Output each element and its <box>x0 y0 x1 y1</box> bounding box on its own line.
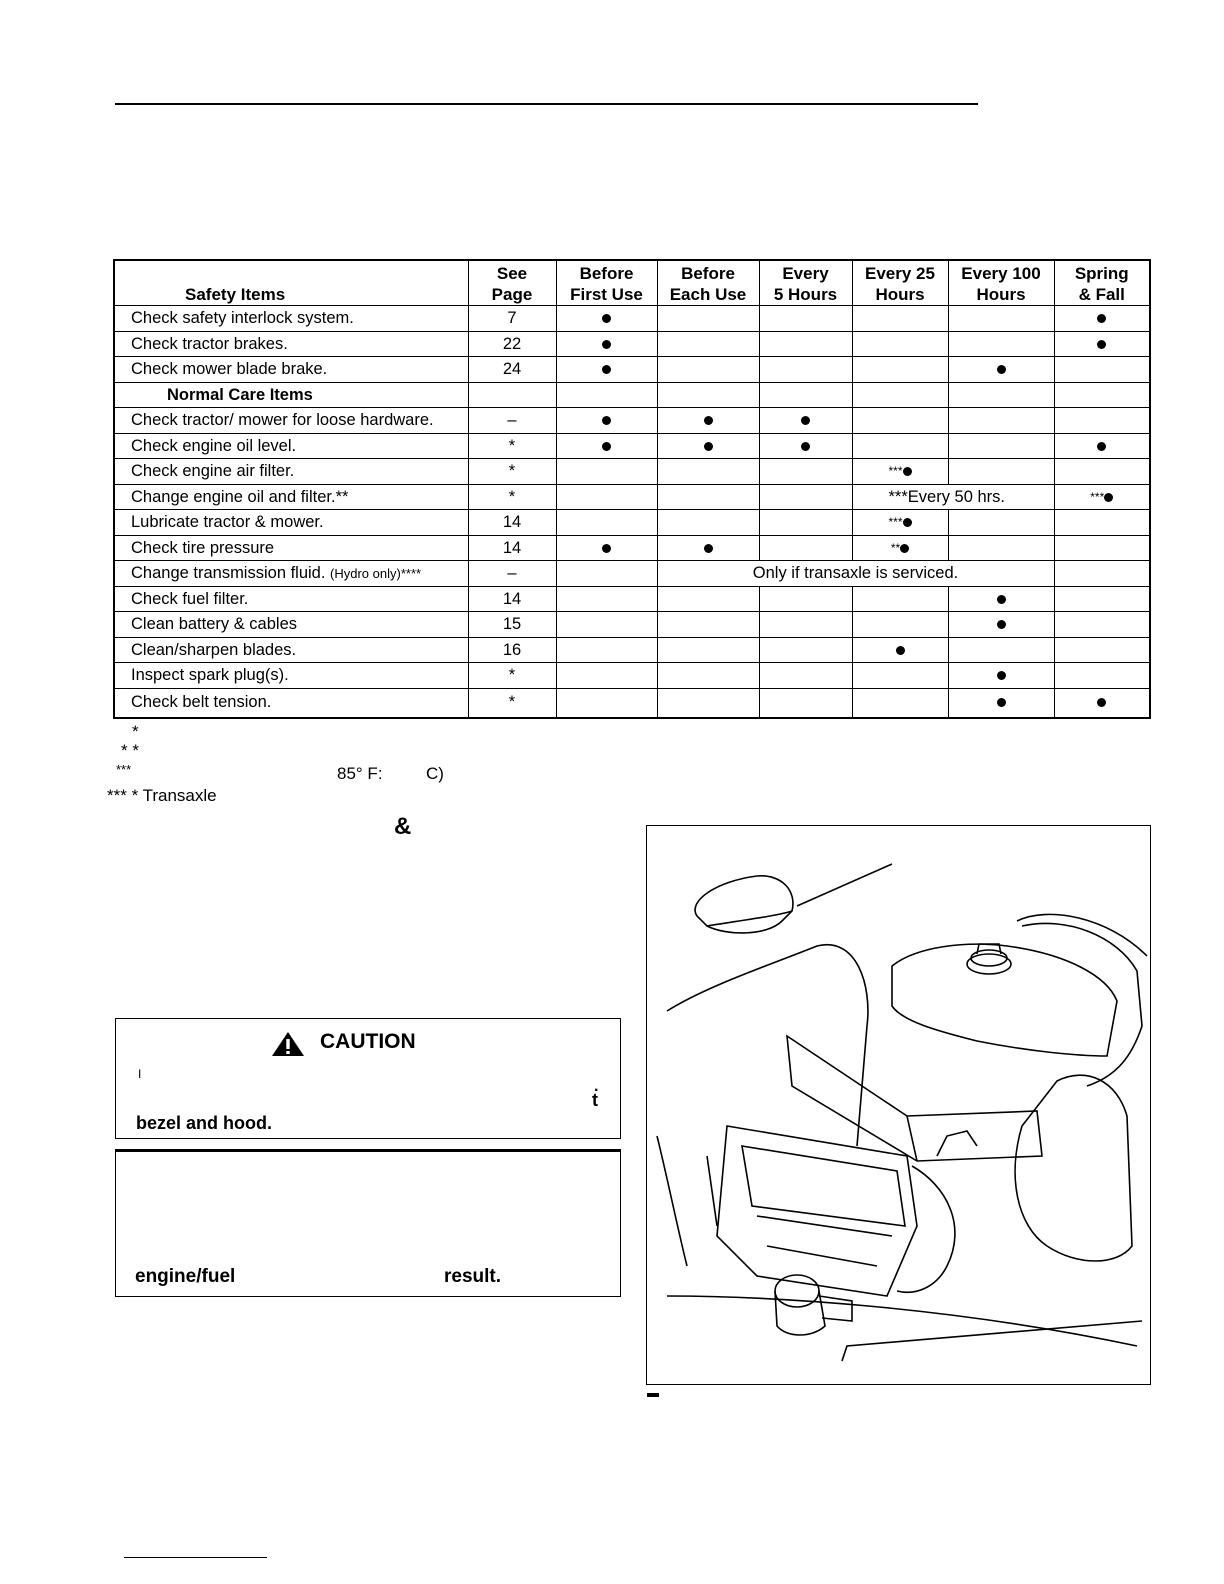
check-dot-icon <box>704 544 713 553</box>
row-item: Check mower blade brake. <box>114 357 468 383</box>
footnote-mark: *** <box>888 515 903 529</box>
figure-caption-mark <box>647 1393 659 1397</box>
table-header-row <box>114 260 1150 306</box>
footnote-3-temp: 85° F: <box>337 764 383 783</box>
row-page: – <box>468 561 556 587</box>
check-dot-icon <box>896 646 905 655</box>
row-item: Change transmission fluid. (Hydro only)**** <box>114 561 468 587</box>
section-title: Normal Care Items <box>114 382 468 408</box>
header-safety-items: Safety Items <box>114 260 468 306</box>
row-page: 14 <box>468 535 556 561</box>
check-dot-icon <box>704 442 713 451</box>
row-page: – <box>468 408 556 434</box>
check-dot-icon <box>602 365 611 374</box>
row-item: Lubricate tractor & mower. <box>114 510 468 536</box>
row-item: Check safety interlock system. <box>114 306 468 332</box>
footnote-1: * <box>132 722 139 741</box>
check-dot-icon <box>602 416 611 425</box>
check-dot-icon <box>997 365 1006 374</box>
row-item: Check tire pressure <box>114 535 468 561</box>
row-page: * <box>468 459 556 485</box>
row-page: 15 <box>468 612 556 638</box>
top-rule <box>115 103 978 105</box>
row-item: Check tractor/ mower for loose hardware. <box>114 408 468 434</box>
transmission-note: Only if transaxle is serviced. <box>657 561 1054 587</box>
caution-text: bezel and hood. <box>136 1113 273 1133</box>
caution-mark-t: t <box>592 1090 598 1110</box>
check-dot-icon <box>997 698 1006 707</box>
footnote-4: *** * Transaxle <box>107 786 217 805</box>
table-row <box>114 637 1150 663</box>
row-page: * <box>468 688 556 718</box>
caution-mark-dot: . <box>594 1078 599 1095</box>
row-page: 24 <box>468 357 556 383</box>
row-page: 16 <box>468 637 556 663</box>
table-row <box>114 459 1150 485</box>
row-item: Check fuel filter. <box>114 586 468 612</box>
table-row <box>114 433 1150 459</box>
row-page: 7 <box>468 306 556 332</box>
check-dot-icon <box>1097 340 1106 349</box>
bottom-rule <box>124 1557 267 1558</box>
table-row <box>114 331 1150 357</box>
row-page: * <box>468 663 556 689</box>
row-page: 14 <box>468 586 556 612</box>
header-every-100-hours: Every 100 Hours <box>948 260 1054 306</box>
table-row <box>114 586 1150 612</box>
table-row <box>114 408 1150 434</box>
row-page: * <box>468 484 556 510</box>
row-item: Check tractor brakes. <box>114 331 468 357</box>
row-item: Check engine air filter. <box>114 459 468 485</box>
table-row <box>114 535 1150 561</box>
footnote-2: * * <box>121 741 139 760</box>
footnote-3: *** <box>116 762 132 777</box>
check-dot-icon <box>801 442 810 451</box>
check-dot-icon <box>1097 314 1106 323</box>
table-row <box>114 357 1150 383</box>
check-dot-icon <box>903 518 912 527</box>
check-dot-icon <box>1097 442 1106 451</box>
footnote-mark: *** <box>1090 489 1105 504</box>
row-item: Clean/sharpen blades. <box>114 637 468 663</box>
table-row <box>114 510 1150 536</box>
row-page: * <box>468 433 556 459</box>
check-dot-icon <box>997 595 1006 604</box>
row-item: Check engine oil level. <box>114 433 468 459</box>
header-first-use: Before First Use <box>556 260 657 306</box>
maintenance-schedule-table <box>113 259 1151 719</box>
row-page: 14 <box>468 510 556 536</box>
row-item: Check belt tension. <box>114 688 468 718</box>
row-item: Inspect spark plug(s). <box>114 663 468 689</box>
table-row <box>114 306 1150 332</box>
header-every-5-hours: Every 5 Hours <box>759 260 852 306</box>
table-row <box>114 561 1150 587</box>
note-text-engine-fuel: engine/fuel <box>135 1266 236 1287</box>
row-item: Change engine oil and filter.** <box>114 484 468 510</box>
check-dot-icon <box>602 340 611 349</box>
check-dot-icon <box>704 416 713 425</box>
table-row <box>114 484 1150 510</box>
check-dot-icon <box>801 416 810 425</box>
check-dot-icon <box>997 620 1006 629</box>
footnote-mark: ** <box>890 540 901 555</box>
header-spring-fall: Spring & Fall <box>1054 260 1150 306</box>
engine-illustration <box>647 826 1150 1384</box>
check-dot-icon <box>903 467 912 476</box>
footnote-mark: *** <box>888 464 903 478</box>
section-ampersand: & <box>394 813 412 840</box>
header-every-25-hours: Every 25 Hours <box>852 260 948 306</box>
table-row <box>114 612 1150 638</box>
row-page: 22 <box>468 331 556 357</box>
caution-title: CAUTION <box>320 1030 416 1053</box>
check-dot-icon <box>602 544 611 553</box>
header-see-page: See Page <box>468 260 556 306</box>
oil-change-interval: ***Every 50 hrs. <box>852 484 1054 510</box>
check-dot-icon <box>1104 493 1113 502</box>
caution-mark-i: I <box>138 1067 142 1081</box>
check-dot-icon <box>602 314 611 323</box>
check-dot-icon <box>900 544 909 553</box>
check-dot-icon <box>602 442 611 451</box>
check-dot-icon <box>1097 698 1106 707</box>
table-row <box>114 663 1150 689</box>
row-item: Clean battery & cables <box>114 612 468 638</box>
table-section-row <box>114 382 1150 408</box>
check-dot-icon <box>997 671 1006 680</box>
note-text-result: result. <box>444 1266 502 1287</box>
table-row <box>114 688 1150 718</box>
header-each-use: Before Each Use <box>657 260 759 306</box>
footnote-3-celsius: C) <box>426 764 444 783</box>
